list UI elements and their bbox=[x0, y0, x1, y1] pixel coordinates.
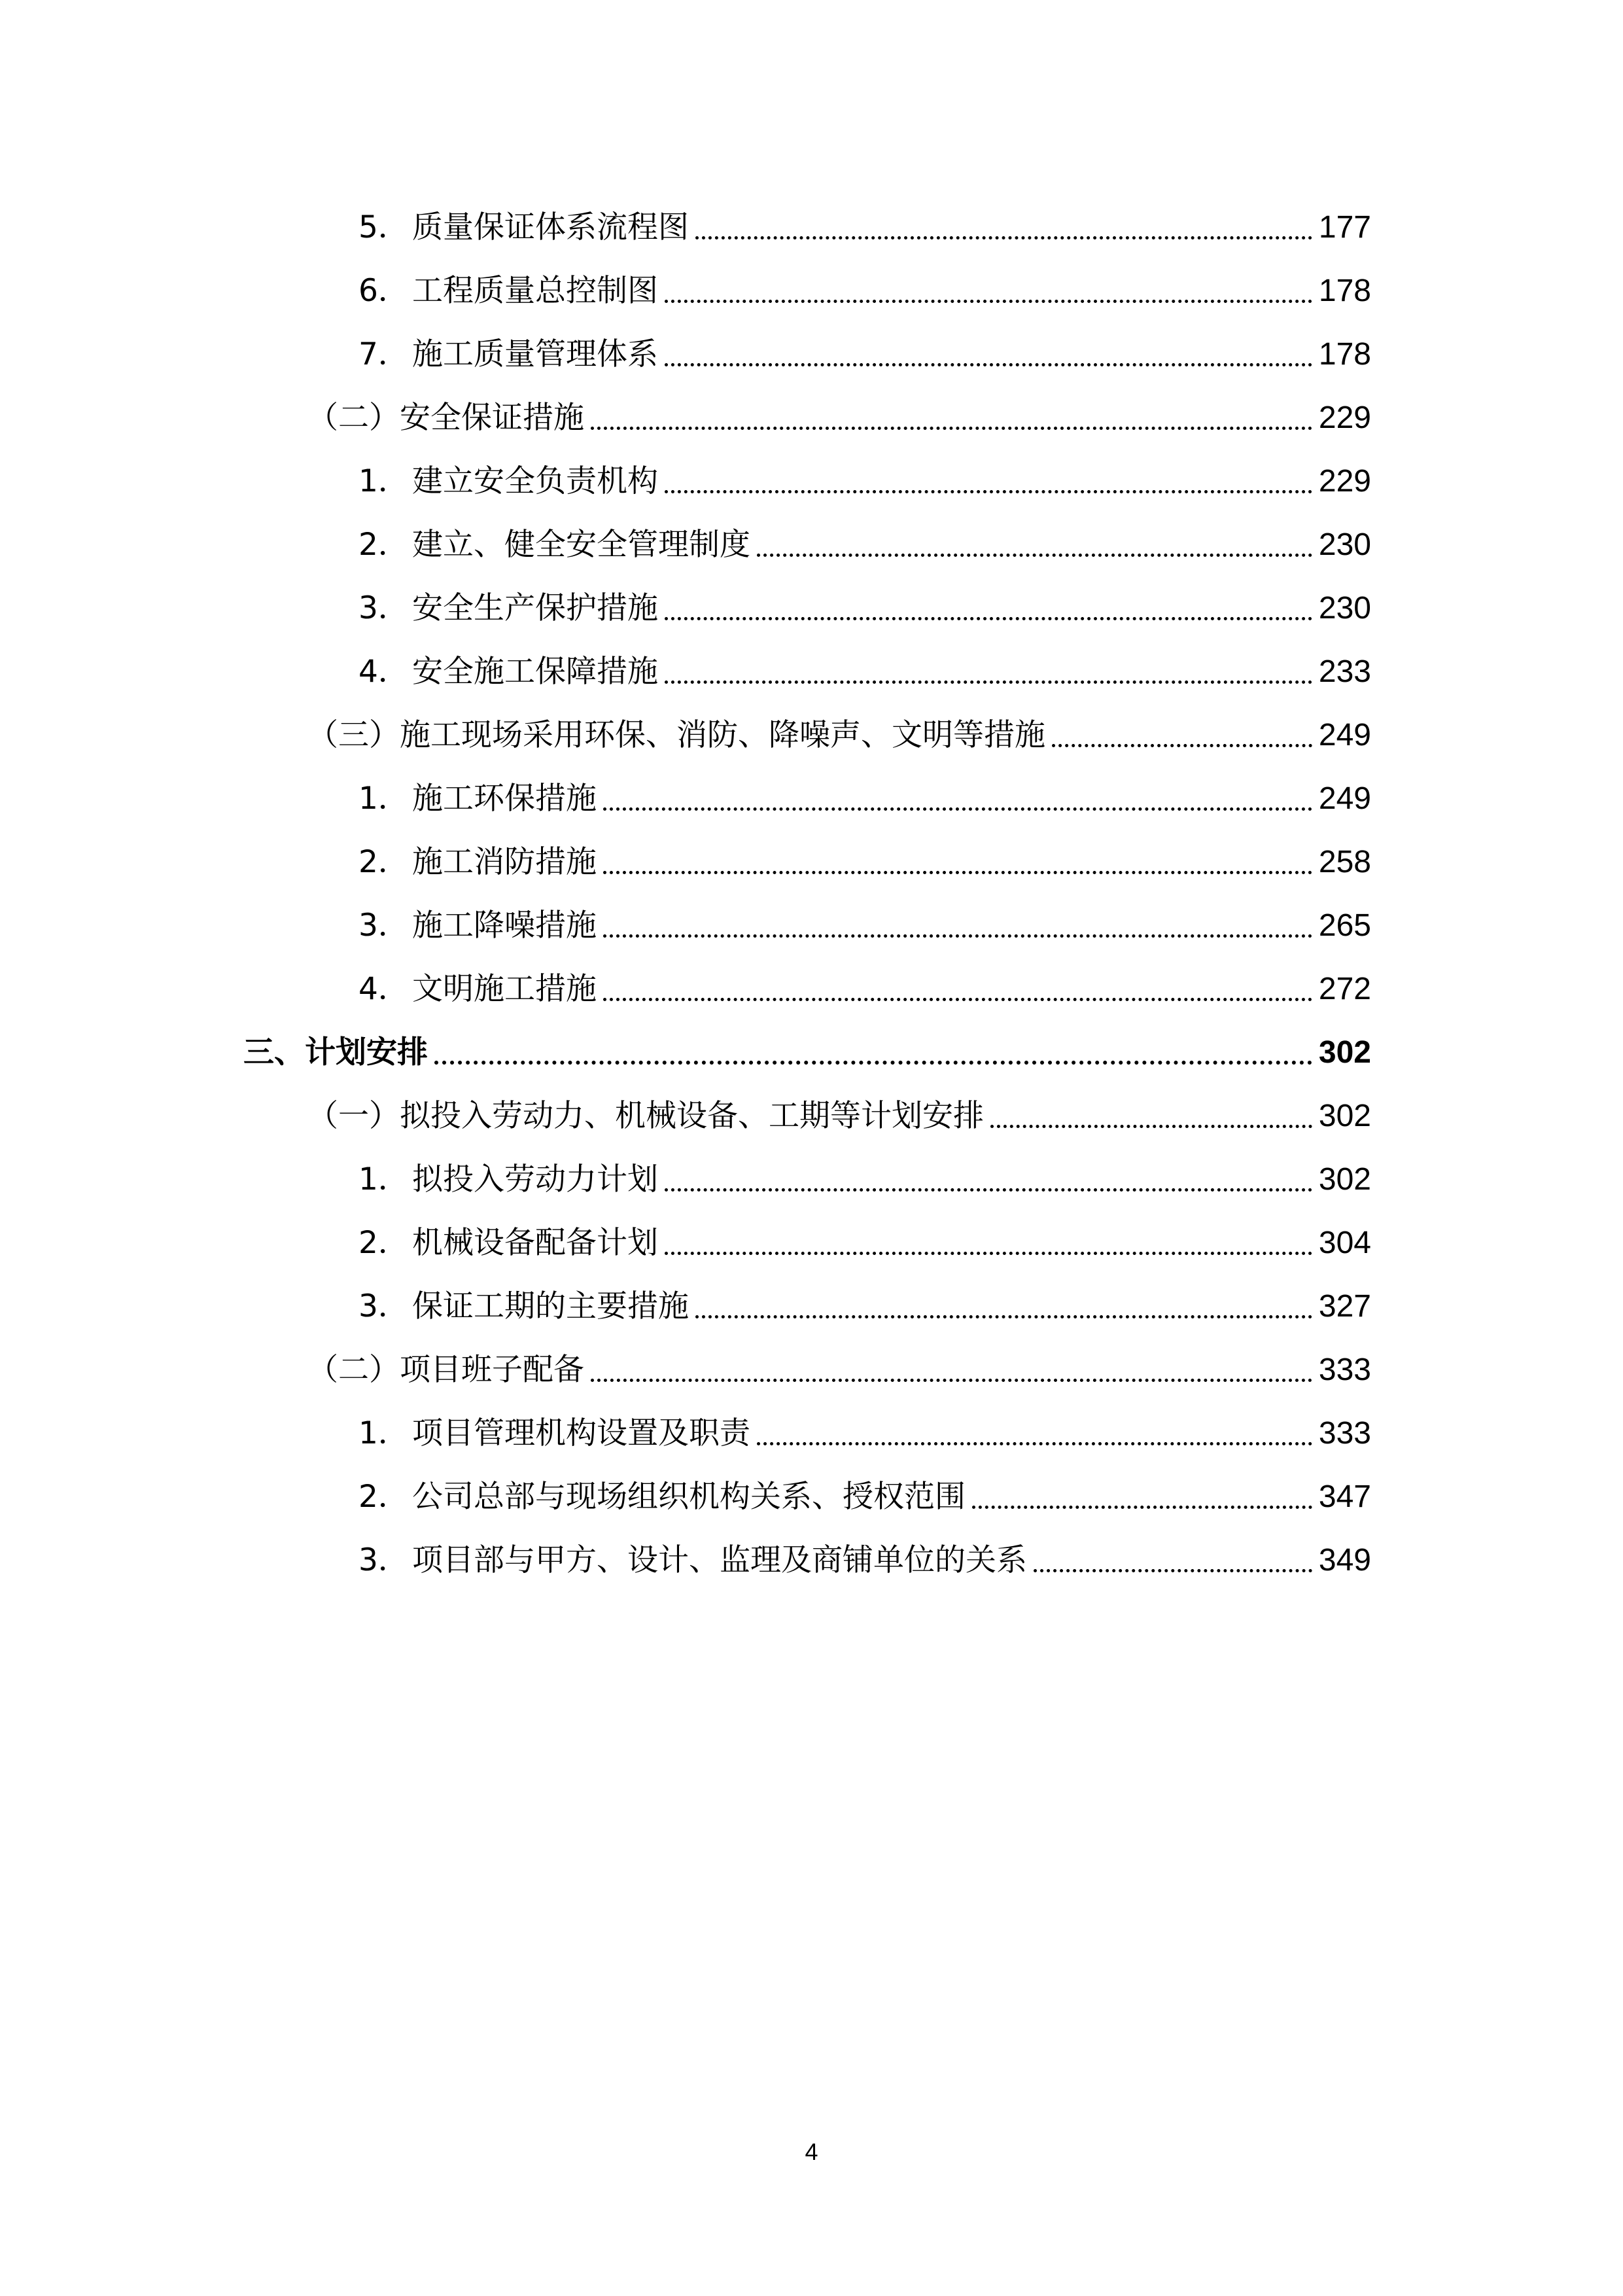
toc-entry-title: 拟投入劳动力计划 bbox=[412, 1161, 658, 1197]
dot-leader bbox=[1052, 744, 1312, 747]
toc-entry[interactable] bbox=[358, 1528, 1371, 1580]
toc-entry-title: 施工环保措施 bbox=[412, 781, 597, 817]
toc-entry[interactable] bbox=[358, 512, 1371, 565]
toc-entry-title: 项目管理机构设置及职责 bbox=[412, 1415, 750, 1451]
dot-leader bbox=[695, 1315, 1312, 1318]
toc-entry-number: 4． bbox=[358, 971, 409, 1007]
toc-entry-page: 304 bbox=[1318, 1226, 1371, 1260]
toc-entry-page: 249 bbox=[1318, 718, 1371, 752]
toc-entry[interactable] bbox=[358, 258, 1371, 311]
toc-entry-title: 质量保证体系流程图 bbox=[412, 209, 689, 245]
toc-entry-title: 公司总部与现场组织机构关系、授权范围 bbox=[412, 1479, 966, 1515]
toc-entry-number: 2． bbox=[358, 1225, 409, 1261]
toc-entry-page: 302 bbox=[1318, 1099, 1371, 1133]
toc-entry-title: 机械设备配备计划 bbox=[412, 1225, 658, 1261]
toc-entry-title: （一）拟投入劳动力、机械设备、工期等计划安排 bbox=[307, 1098, 984, 1134]
toc-entry[interactable] bbox=[358, 766, 1371, 819]
toc-entry-page: 233 bbox=[1318, 654, 1371, 689]
dot-leader bbox=[972, 1506, 1312, 1509]
dot-leader bbox=[665, 300, 1312, 303]
toc-entry[interactable] bbox=[358, 1147, 1371, 1199]
toc-entry-number: 7． bbox=[358, 336, 409, 372]
dot-leader bbox=[434, 1061, 1312, 1065]
toc-entry-page: 349 bbox=[1318, 1543, 1371, 1578]
toc-entry-number: 2． bbox=[358, 844, 409, 880]
toc-entry-page: 178 bbox=[1318, 274, 1371, 308]
toc-entry-number: 3． bbox=[358, 590, 409, 626]
toc-entry-number: 2． bbox=[358, 527, 409, 563]
dot-leader bbox=[603, 807, 1312, 811]
toc-entry[interactable] bbox=[358, 322, 1371, 374]
toc-entry[interactable] bbox=[243, 1020, 1371, 1072]
dot-leader bbox=[665, 363, 1312, 366]
dot-leader bbox=[757, 554, 1312, 557]
dot-leader bbox=[665, 1252, 1312, 1255]
toc-entry-title: 建立安全负责机构 bbox=[412, 463, 658, 499]
toc-entry-page: 272 bbox=[1318, 972, 1371, 1006]
toc-entry[interactable] bbox=[358, 830, 1371, 882]
toc-entry-page: 333 bbox=[1318, 1352, 1371, 1387]
toc-entry-number: 1． bbox=[358, 463, 409, 499]
toc-entry-title: 建立、健全安全管理制度 bbox=[412, 527, 750, 563]
dot-leader bbox=[665, 680, 1312, 684]
toc-entry-title: 工程质量总控制图 bbox=[412, 273, 658, 309]
toc-entry-page: 230 bbox=[1318, 527, 1371, 562]
toc-entry-number: 3． bbox=[358, 908, 409, 944]
dot-leader bbox=[591, 427, 1312, 430]
toc-entry-number: 1． bbox=[358, 1415, 409, 1451]
toc-entry-page: 249 bbox=[1318, 781, 1371, 816]
toc-entry[interactable] bbox=[358, 449, 1371, 501]
toc-entry-number: 3． bbox=[358, 1288, 409, 1324]
toc-entry-page: 302 bbox=[1318, 1162, 1371, 1197]
toc-entry[interactable] bbox=[307, 385, 1371, 438]
toc-entry[interactable] bbox=[358, 639, 1371, 692]
toc-entry-title: 施工质量管理体系 bbox=[412, 336, 658, 372]
toc-entry-page: 229 bbox=[1318, 464, 1371, 499]
toc-entry-title: （二）安全保证措施 bbox=[307, 400, 584, 436]
toc-entry[interactable] bbox=[307, 1084, 1371, 1136]
toc-entry-page: 302 bbox=[1318, 1035, 1371, 1070]
toc-entry-page: 230 bbox=[1318, 591, 1371, 626]
toc-entry-title: 施工降噪措施 bbox=[412, 908, 597, 944]
toc-entry[interactable] bbox=[358, 1274, 1371, 1326]
dot-leader bbox=[665, 490, 1312, 493]
toc-entry-page: 347 bbox=[1318, 1479, 1371, 1514]
dot-leader bbox=[665, 617, 1312, 620]
toc-entry-page: 265 bbox=[1318, 908, 1371, 943]
toc-entry[interactable] bbox=[358, 1401, 1371, 1453]
dot-leader bbox=[603, 871, 1312, 874]
toc-entry-number: 2． bbox=[358, 1479, 409, 1515]
toc-entry-title: 保证工期的主要措施 bbox=[412, 1288, 689, 1324]
toc-entry-page: 229 bbox=[1318, 400, 1371, 435]
dot-leader bbox=[603, 934, 1312, 938]
toc-entry-title: 施工消防措施 bbox=[412, 844, 597, 880]
page-number: 4 bbox=[805, 2138, 818, 2165]
toc-entry-title: （三）施工现场采用环保、消防、降噪声、文明等措施 bbox=[307, 717, 1045, 753]
dot-leader bbox=[990, 1125, 1312, 1128]
toc-entry-number: 4． bbox=[358, 654, 409, 690]
toc-entry-page: 258 bbox=[1318, 845, 1371, 879]
toc-entry-title: 项目部与甲方、设计、监理及商铺单位的关系 bbox=[412, 1542, 1027, 1578]
toc-entry[interactable] bbox=[358, 957, 1371, 1009]
toc-entry-title: 安全施工保障措施 bbox=[412, 654, 658, 690]
toc-entry[interactable] bbox=[358, 576, 1371, 628]
toc-entry-number: 1． bbox=[358, 1161, 409, 1197]
toc-entry[interactable] bbox=[358, 893, 1371, 945]
dot-leader bbox=[591, 1379, 1312, 1382]
toc-entry[interactable] bbox=[358, 1210, 1371, 1263]
toc-entry[interactable] bbox=[358, 195, 1371, 247]
dot-leader bbox=[1034, 1569, 1312, 1572]
dot-leader bbox=[603, 998, 1312, 1001]
dot-leader bbox=[665, 1188, 1312, 1192]
toc-entry[interactable] bbox=[307, 1337, 1371, 1390]
toc-entry-title: （二）项目班子配备 bbox=[307, 1352, 584, 1388]
toc-entry-page: 178 bbox=[1318, 337, 1371, 372]
dot-leader bbox=[757, 1442, 1312, 1445]
toc-entry-page: 327 bbox=[1318, 1289, 1371, 1324]
toc-entry-title: 安全生产保护措施 bbox=[412, 590, 658, 626]
toc-entry-page: 177 bbox=[1318, 210, 1371, 245]
toc-entry[interactable] bbox=[358, 1464, 1371, 1517]
toc-entry-number: 1． bbox=[358, 781, 409, 817]
toc-entry-number: 6． bbox=[358, 273, 409, 309]
dot-leader bbox=[695, 236, 1312, 239]
toc-entry-page: 333 bbox=[1318, 1416, 1371, 1451]
toc-entry[interactable] bbox=[307, 703, 1371, 755]
toc-entry-title: 文明施工措施 bbox=[412, 971, 597, 1007]
toc-entry-title: 三、计划安排 bbox=[243, 1034, 428, 1070]
toc-entry-number: 5． bbox=[358, 209, 409, 245]
toc-entry-number: 3． bbox=[358, 1542, 409, 1578]
